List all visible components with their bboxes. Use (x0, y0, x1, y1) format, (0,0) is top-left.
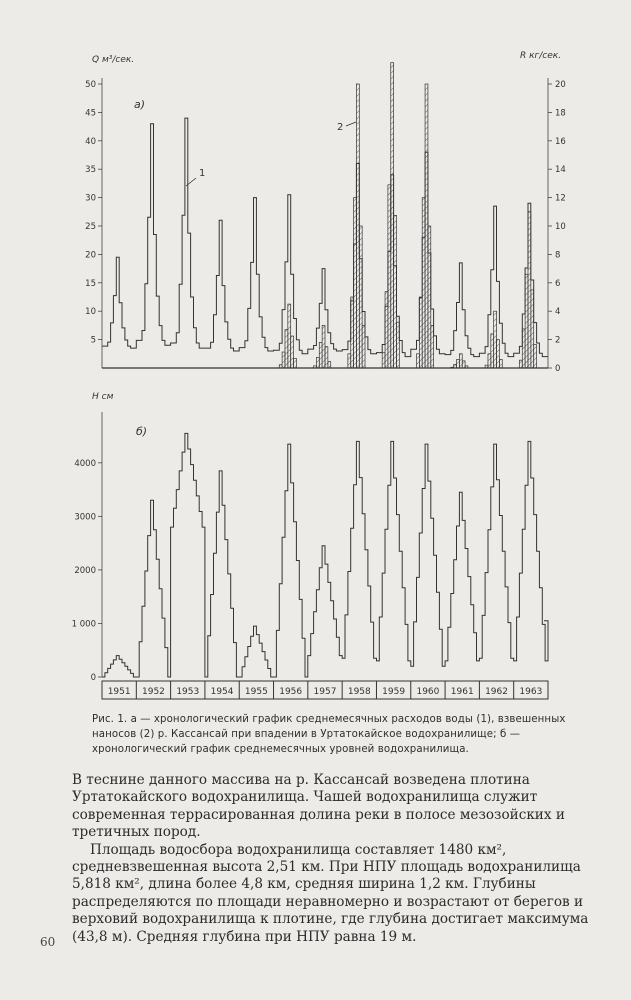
sediment-bar (457, 359, 460, 368)
sediment-series-2 (279, 63, 536, 368)
year-label: 1956 (279, 687, 303, 697)
sediment-bar (465, 366, 468, 368)
year-label: 1959 (382, 687, 406, 697)
h-tick-label: 3000 (74, 512, 96, 523)
sediment-bar (497, 340, 500, 368)
r-tick-label: 20 (555, 80, 566, 90)
panel-a-left-axis-label: Q м³/сек. (92, 55, 135, 65)
sediment-bar (416, 354, 419, 368)
r-tick-label: 6 (555, 278, 561, 289)
page-number: 60 (40, 935, 56, 949)
sediment-bar (491, 334, 494, 368)
paragraph: Площадь водосбора водохранилища составляет 1480 км², средневзвешенная высота 2,51 км. При НПУ площадь водохранилища 5,818 км², длина более 4,8 км, средняя ширина 1,2 км. Глубины распределяются по площади неравномерно и возрастают от берегов и верховий водохранилища к плотине, где глубина достигает максимума (43,8 м). Средняя глубина при НПУ равна 19 м. (72, 841, 589, 945)
sediment-bar (325, 347, 328, 368)
year-label: 1954 (210, 687, 234, 697)
sediment-bar (328, 362, 331, 368)
discharge-series-1 (102, 118, 548, 357)
r-tick-label: 14 (555, 165, 566, 176)
r-tick-label: 10 (555, 222, 566, 232)
year-label: 1961 (450, 687, 474, 697)
q-tick-label: 15 (85, 278, 96, 289)
panel-a-left-axis (85, 78, 102, 368)
sediment-bar (316, 357, 319, 368)
r-tick-label: 18 (555, 108, 566, 119)
sediment-bar (454, 364, 457, 368)
year-label: 1951 (107, 687, 131, 697)
sediment-bar (485, 365, 488, 368)
year-label: 1955 (244, 687, 268, 697)
curve-2-leader (346, 122, 356, 126)
sediment-bar (459, 354, 462, 368)
q-tick-label: 40 (85, 136, 96, 147)
year-label: 1952 (142, 687, 165, 697)
year-label: 1963 (519, 687, 543, 697)
r-tick-label: 8 (555, 250, 561, 261)
sediment-bar (462, 361, 465, 368)
r-tick-label: 12 (555, 193, 566, 204)
sediment-bar (319, 342, 322, 368)
sediment-bar (499, 359, 502, 368)
q-tick-label: 50 (85, 80, 96, 90)
panel-b (72, 392, 548, 699)
sediment-bar (314, 366, 317, 368)
h-tick-label: 2000 (74, 565, 96, 576)
h-tick-label: 4000 (74, 458, 96, 469)
q-tick-label: 10 (85, 307, 96, 318)
sediment-bar (322, 325, 325, 368)
q-tick-label: 25 (85, 222, 96, 232)
q-tick-label: 35 (85, 165, 96, 176)
curve-2-label: 2 (337, 122, 344, 133)
panel-a-label: а) (134, 98, 146, 111)
q-tick-label: 45 (85, 108, 96, 119)
sediment-bar (488, 354, 491, 368)
sediment-bar (294, 358, 297, 368)
h-tick-label: 0 (90, 673, 96, 683)
panel-a (85, 51, 566, 374)
curve-1-label: 1 (199, 168, 206, 179)
panel-b-axis-label: H см (92, 392, 114, 402)
sediment-bar (534, 345, 537, 368)
paragraph: В теснине данного массива на р. Кассансай возведена плотина Уртатокайского водохранилища. Чашей водохранилища служит современная террасированная долина реки в полосе мезозойских и третичных пород. (72, 772, 565, 841)
year-axis (102, 681, 548, 699)
panel-a-right-axis (548, 78, 566, 374)
year-label: 1962 (485, 687, 508, 697)
q-tick-label: 30 (85, 193, 96, 204)
q-tick-label: 5 (90, 335, 96, 346)
sediment-bar (285, 330, 288, 368)
year-label: 1957 (313, 687, 337, 697)
sediment-bar (348, 354, 351, 368)
sediment-bar (519, 360, 522, 368)
sediment-bar (288, 304, 291, 368)
year-label: 1958 (347, 687, 371, 697)
year-label: 1953 (176, 687, 200, 697)
r-tick-label: 2 (555, 335, 561, 346)
r-tick-label: 0 (555, 364, 561, 374)
r-tick-label: 4 (555, 307, 561, 318)
h-tick-label: 1 000 (71, 619, 96, 630)
q-tick-label: 20 (85, 250, 96, 261)
body-text (72, 772, 592, 946)
year-label: 1960 (416, 687, 440, 697)
sediment-bar (382, 353, 385, 368)
panel-b-left-axis (72, 412, 102, 683)
panel-a-right-axis-label: R кг/сек. (520, 51, 562, 61)
panel-b-label: б) (136, 425, 148, 438)
figure-caption: Рис. 1. а — хронологический график среднемесячных расходов воды (1), взвешенных наносов (2) р. Кассансай при впадении в Уртатокайское водохранилище; б — хронологический график среднемесячных уровней водохранилища. (92, 714, 566, 755)
r-tick-label: 16 (555, 136, 566, 147)
sediment-bar (494, 311, 497, 368)
sediment-bar (291, 336, 294, 368)
sediment-bar (279, 365, 282, 368)
sediment-bar (282, 352, 285, 368)
sediment-bar (451, 367, 454, 368)
reservoir-level-series (102, 433, 548, 677)
